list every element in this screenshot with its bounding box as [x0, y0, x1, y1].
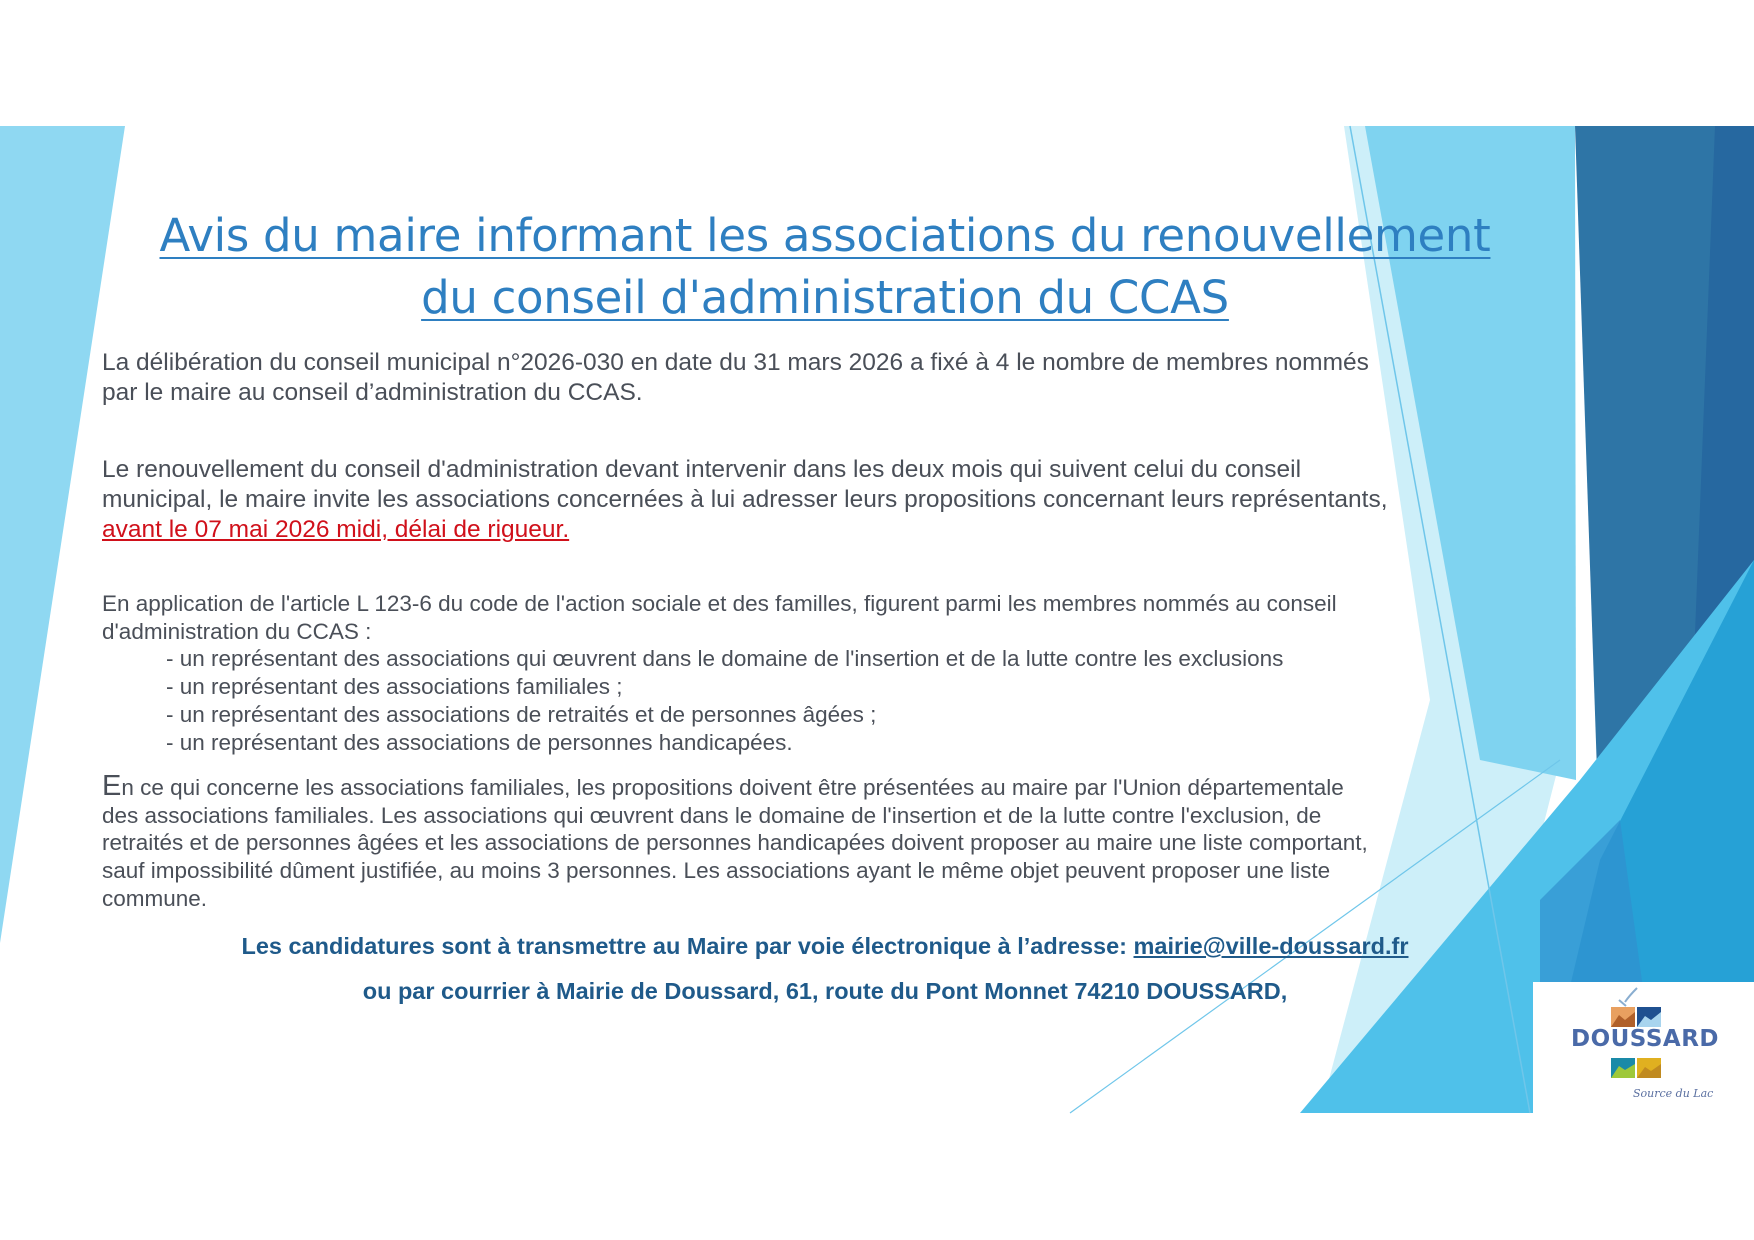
paragraph-line: [102, 770, 1562, 802]
email-link[interactable]: mairie@ville-doussard.fr: [1133, 933, 1409, 959]
paragraph-line: commune.: [102, 885, 208, 911]
list-item: - un représentant des associations de personnes handicapées.: [166, 729, 793, 755]
contact-text: Les candidatures sont à transmettre au Maire par voie électronique à l’adresse:: [241, 933, 1134, 959]
paragraph-article: [102, 590, 1562, 756]
paragraph-familiales: [102, 770, 1562, 913]
paragraph-line: sauf impossibilité dûment justifiée, au moins 3 personnes. Les associations ayant le même objet peuvent proposer une liste: [102, 858, 1331, 884]
list-item: - un représentant des associations qui œuvrent dans le domaine de l'insertion et de la lutte contre les exclusions: [166, 646, 1284, 672]
title-line-2: du conseil d'administration du CCAS: [421, 271, 1229, 324]
deadline-text: avant le 07 mai 2026 midi, délai de rigueur.: [102, 516, 570, 543]
paragraph-line: par le maire au conseil d’administration du CCAS.: [102, 379, 643, 406]
paragraph-line: En application de l'article L 123-6 du code de l'action sociale et des familles, figurent parmi les membres nommés au conseil: [102, 591, 1337, 616]
member-list: [102, 645, 1562, 756]
doussard-logo: [1533, 982, 1754, 1113]
logo-name: DOUSSARD: [1570, 1026, 1720, 1052]
paragraph-renewal: [102, 455, 1562, 545]
drop-letter: E: [102, 770, 122, 802]
logo-tagline: Source du Lac: [1633, 1087, 1714, 1100]
paragraph-line: retraités et de personnes âgées et les associations de personnes handicapées doivent proposer au maire une liste comportant,: [102, 830, 1368, 856]
paragraph-deliberation: [102, 348, 1562, 408]
paragraph-line-text: n ce qui concerne les associations familiales, les propositions doivent être présentées au maire par l'Union départementale: [121, 775, 1344, 800]
page-title: [0, 205, 1650, 329]
contact-email-line: [0, 933, 1650, 960]
list-item: - un représentant des associations familiales ;: [166, 674, 623, 700]
paragraph-line: municipal, le maire invite les associations concernées à lui adresser leurs propositions concernant leurs représentants,: [102, 486, 1388, 513]
paragraph-line: La délibération du conseil municipal n°2026-030 en date du 31 mars 2026 a fixé à 4 le nombre de membres nommés: [102, 349, 1369, 376]
paragraph-line: Le renouvellement du conseil d'administration devant intervenir dans les deux mois qui suivent celui du conseil: [102, 456, 1302, 483]
title-line-1: Avis du maire informant les associations du renouvellement: [159, 209, 1491, 262]
paragraph-line: d'administration du CCAS :: [102, 618, 372, 644]
contact-address-line: ou par courrier à Mairie de Doussard, 61, route du Pont Monnet 74210 DOUSSARD,: [362, 978, 1288, 1004]
list-item: - un représentant des associations de retraités et de personnes âgées ;: [166, 701, 877, 727]
paragraph-line: des associations familiales. Les associations qui œuvrent dans le domaine de l'insertion et de la lutte contre l'exclusion, de: [102, 802, 1322, 828]
